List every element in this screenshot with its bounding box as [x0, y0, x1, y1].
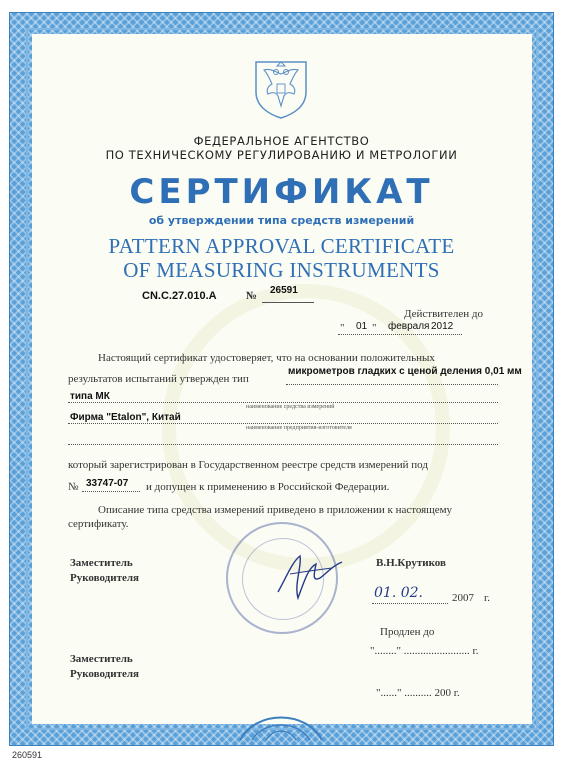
instrument-name: микрометров гладких с ценой деления 0,01 мм: [288, 366, 522, 377]
signatory1-role-line-1: Заместитель: [70, 557, 133, 569]
agency-line-2: ПО ТЕХНИЧЕСКОМУ РЕГУЛИРОВАНИЮ И МЕТРОЛОГИИ: [105, 148, 458, 162]
number-underline: [262, 302, 314, 303]
signatory1-name: В.Н.Крутиков: [376, 557, 446, 569]
extended-label: Продлен до: [380, 626, 435, 638]
instrument-type-line: [68, 402, 498, 403]
description-line-2: сертификату.: [68, 518, 129, 530]
signatory2-role-line-2: Руководителя: [70, 668, 139, 680]
signatory1-role-line-2: Руководителя: [70, 572, 139, 584]
signature-date-line: [372, 603, 448, 604]
caption-instrument: наименование средства измерений: [246, 404, 335, 410]
registry-number-line: [82, 491, 140, 492]
description-line-1: Описание типа средства измерений приведено в приложении к настоящему: [98, 504, 453, 516]
body-line-1: Настоящий сертификат удостоверяет, что на основании положительных: [98, 352, 435, 364]
agency-line-1: ФЕДЕРАЛЬНОЕ АГЕНТСТВО: [193, 134, 370, 148]
signatory2-role-line-1: Заместитель: [70, 653, 133, 665]
signature: [272, 548, 352, 608]
coat-of-arms-emblem: [250, 58, 312, 120]
manufacturer-line: [68, 423, 498, 424]
valid-day: 01: [356, 321, 368, 332]
signatory2-date-line: "......" .......... 200 г.: [376, 687, 460, 699]
certificate-subtitle: об утверждении типа средств измерений: [148, 214, 415, 227]
serial-number: 260591: [12, 750, 43, 760]
valid-year: 2012: [431, 321, 454, 332]
valid-month: февраля: [388, 321, 430, 332]
number-label: №: [246, 290, 258, 302]
registry-number-label: №: [68, 481, 79, 493]
valid-until-label: Действителен до: [404, 308, 483, 320]
certificate-code: CN.C.27.010.A: [142, 290, 217, 302]
english-title-line-1: PATTERN APPROVAL CERTIFICATE: [108, 234, 455, 258]
signature-year: 2007: [452, 592, 474, 604]
valid-date-line: [338, 334, 462, 335]
extended-date-line: "........" ........................ г.: [370, 645, 479, 657]
instrument-name-line: [286, 384, 498, 385]
registry-rest: и допущен к применению в Российской Федерации.: [146, 481, 390, 493]
body-line-2: результатов испытаний утвержден тип: [68, 373, 249, 385]
certificate-number: 26591: [270, 285, 298, 296]
signature-year-suffix: г.: [484, 592, 491, 604]
english-title-line-2: OF MEASURING INSTRUMENTS: [123, 258, 440, 282]
registry-number: 33747-07: [86, 478, 129, 489]
instrument-type: типа МК: [70, 391, 110, 402]
signature-date: 01. 02.: [374, 585, 423, 601]
register-line: который зарегистрирован в Государственном реестре средств измерений под: [68, 459, 428, 471]
bottom-ornament: [236, 700, 326, 744]
certificate-title: СЕРТИФИКАТ: [129, 172, 434, 212]
manufacturer: Фирма "Etalon", Китай: [70, 412, 181, 423]
valid-quote-open: ": [340, 322, 345, 334]
caption-manufacturer: наименование предприятия-изготовителя: [246, 425, 352, 431]
blank-line: [68, 444, 498, 445]
valid-quote-close: ": [372, 322, 377, 334]
